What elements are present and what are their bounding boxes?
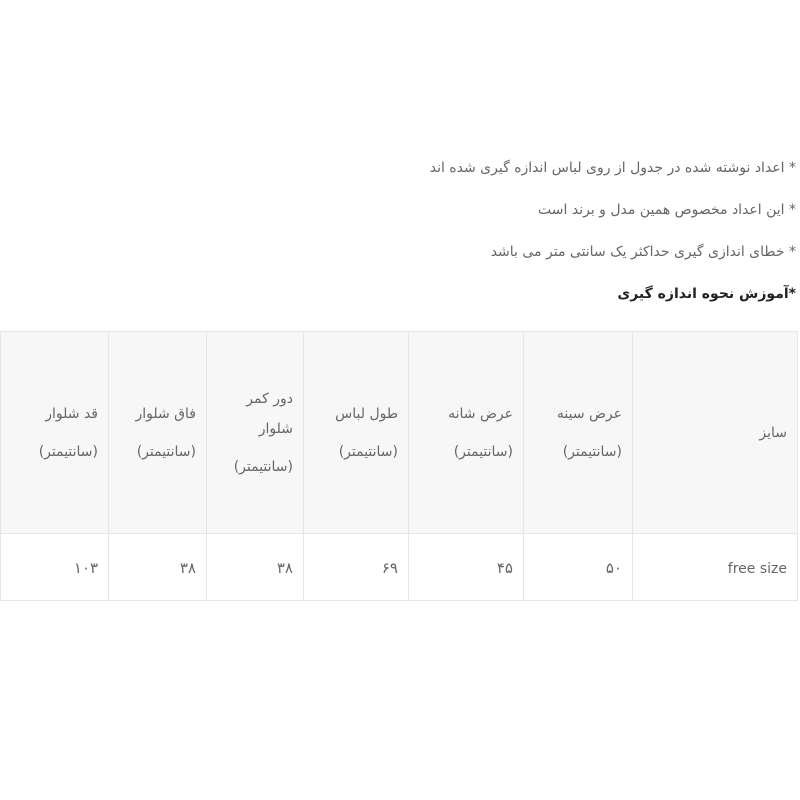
size-table: [0, 331, 798, 601]
header-chest-width: عرض سینه (سانتیمتر): [524, 332, 633, 534]
measurement-guide-link[interactable]: *آموزش نحوه اندازه گیری: [617, 286, 796, 302]
cell-chest-width: ۵۰: [524, 534, 633, 601]
cell-size: free size: [633, 534, 798, 601]
cell-pants-length: ۱۰۳: [1, 534, 109, 601]
header-pants-length: قد شلوار (سانتیمتر): [1, 332, 109, 534]
cell-garment-length: ۶۹: [304, 534, 409, 601]
cell-pants-waist: ۳۸: [207, 534, 304, 601]
header-garment-length: طول لباس (سانتیمتر): [304, 332, 409, 534]
note-measured-on-garment: * اعداد نوشته شده در جدول از روی لباس اندازه گیری شده اند: [429, 160, 796, 176]
table-header-row: [1, 332, 798, 534]
header-pants-rise: فاق شلوار (سانتیمتر): [109, 332, 207, 534]
note-measurement-error: * خطای اندازی گیری حداکثر یک سانتی متر می باشد: [490, 244, 796, 260]
header-size: سایز: [633, 332, 798, 534]
cell-pants-rise: ۳۸: [109, 534, 207, 601]
note-model-specific: * این اعداد مخصوص همین مدل و برند است: [538, 202, 796, 218]
cell-shoulder-width: ۴۵: [409, 534, 524, 601]
table-row: [1, 534, 798, 601]
header-pants-waist: دور کمر شلوار (سانتیمتر): [207, 332, 304, 534]
notes-section: [16, 158, 796, 326]
header-shoulder-width: عرض شانه (سانتیمتر): [409, 332, 524, 534]
